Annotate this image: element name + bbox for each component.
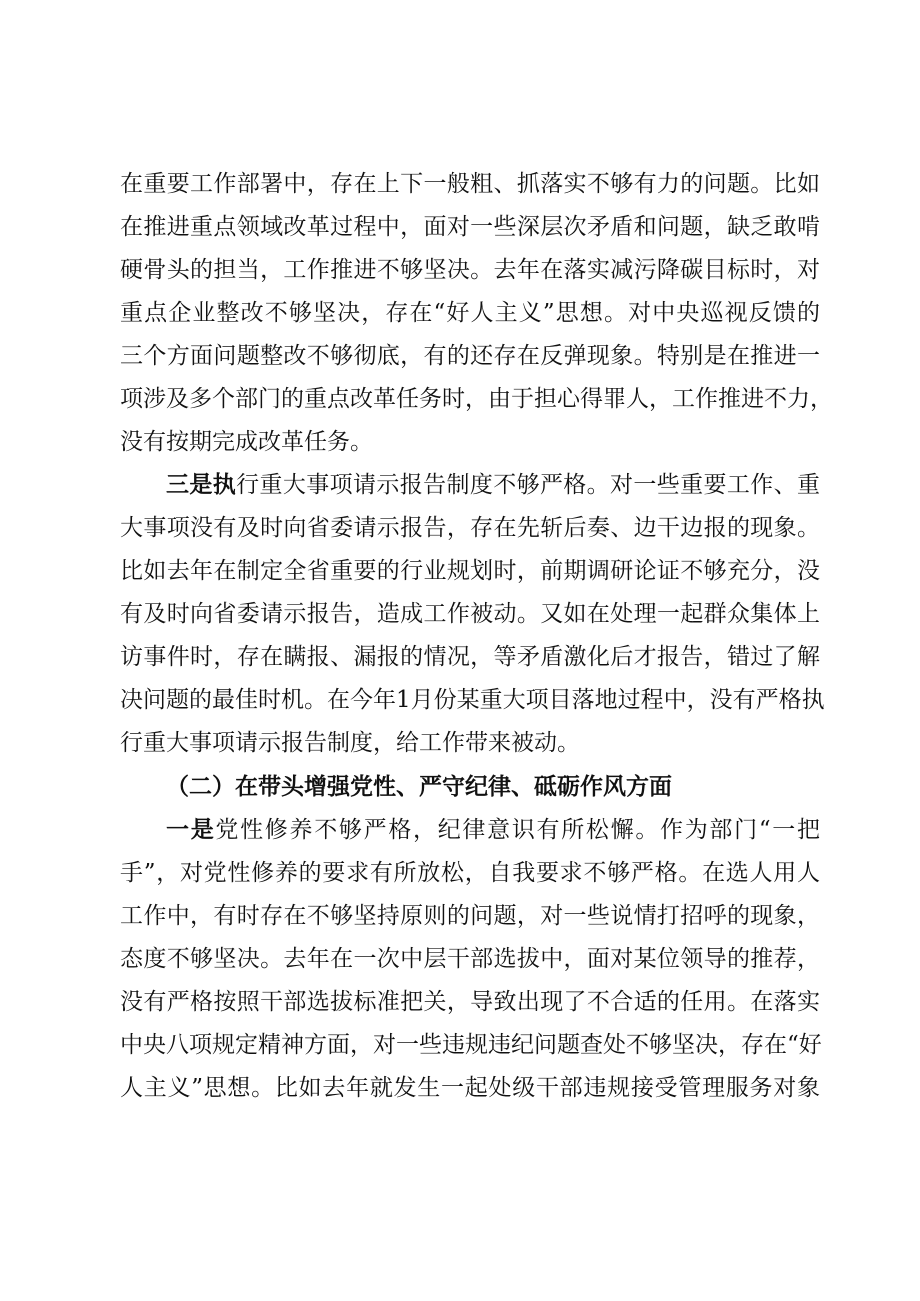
p3-lead: 一是 bbox=[166, 816, 216, 843]
p2-line-4: 有及时向省委请示报告，造成工作被动。又如在处理一起群众集体上 bbox=[120, 601, 820, 627]
p2-line-3: 比如去年在制定全省重要的行业规划时，前期调研论证不够充分，没 bbox=[120, 558, 820, 584]
p3-line-3: 工作中，有时存在不够坚持原则的问题，对一些说情打招呼的现象， bbox=[120, 903, 820, 929]
p3-first-rest: 党性修养不够严格，纪律意识有所松懈。作为部门“一把 bbox=[215, 817, 820, 843]
p2-line-5: 访事件时，存在瞒报、漏报的情况，等矛盾激化后才报告，错过了解 bbox=[120, 644, 820, 670]
p2-line-7: 行重大事项请示报告制度，给工作带来被动。 bbox=[120, 730, 580, 756]
p1-line-5: 三个方面问题整改不够彻底，有的还存在反弹现象。特别是在推进一 bbox=[120, 343, 820, 369]
p1-line-2: 在推进重点领域改革过程中，面对一些深层次矛盾和问题，缺乏敢啃 bbox=[120, 214, 820, 240]
p3-line-7: 人主义”思想。比如去年就发生一起处级干部违规接受管理服务对象 bbox=[120, 1075, 820, 1101]
p2-first-line bbox=[166, 465, 820, 505]
p1-line-4: 重点企业整改不够坚决，存在“好人主义”思想。对中央巡视反馈的 bbox=[120, 300, 820, 326]
p1-line-3: 硬骨头的担当，工作推进不够坚决。去年在落实减污降碳目标时，对 bbox=[120, 257, 820, 283]
p3-line-5: 没有严格按照干部选拔标准把关，导致出现了不合适的任用。在落实 bbox=[120, 989, 820, 1015]
p2-line-2: 大事项没有及时向省委请示报告，存在先斩后奏、边干边报的现象。 bbox=[120, 515, 820, 541]
p2-line-6: 决问题的最佳时机。在今年1月份某重大项目落地过程中，没有严格执 bbox=[120, 687, 825, 713]
p1-line-6: 项涉及多个部门的重点改革任务时，由于担心得罪人，工作推进不力， bbox=[120, 386, 833, 412]
p2-first-rest: 行重大事项请示报告制度不够严格。对一些重要工作、重 bbox=[236, 472, 821, 498]
p3-line-2: 手”，对党性修养的要求有所放松，自我要求不够严格。在选人用人 bbox=[120, 860, 820, 886]
p3-line-6: 中央八项规定精神方面，对一些违规违纪问题查处不够坚决，存在“好 bbox=[120, 1032, 822, 1058]
p1-line-7: 没有按期完成改革任务。 bbox=[120, 429, 373, 455]
p3-line-4: 态度不够坚决。去年在一次中层干部选拔中，面对某位领导的推荐， bbox=[120, 946, 820, 972]
p3-first-line bbox=[166, 810, 820, 850]
p1-line-1: 在重要工作部署中，存在上下一般粗、抓落实不够有力的问题。比如 bbox=[120, 171, 820, 197]
section-heading: （二）在带头增强党性、严守纪律、砥砺作风方面 bbox=[166, 773, 672, 800]
p2-lead: 三是执 bbox=[166, 471, 237, 498]
